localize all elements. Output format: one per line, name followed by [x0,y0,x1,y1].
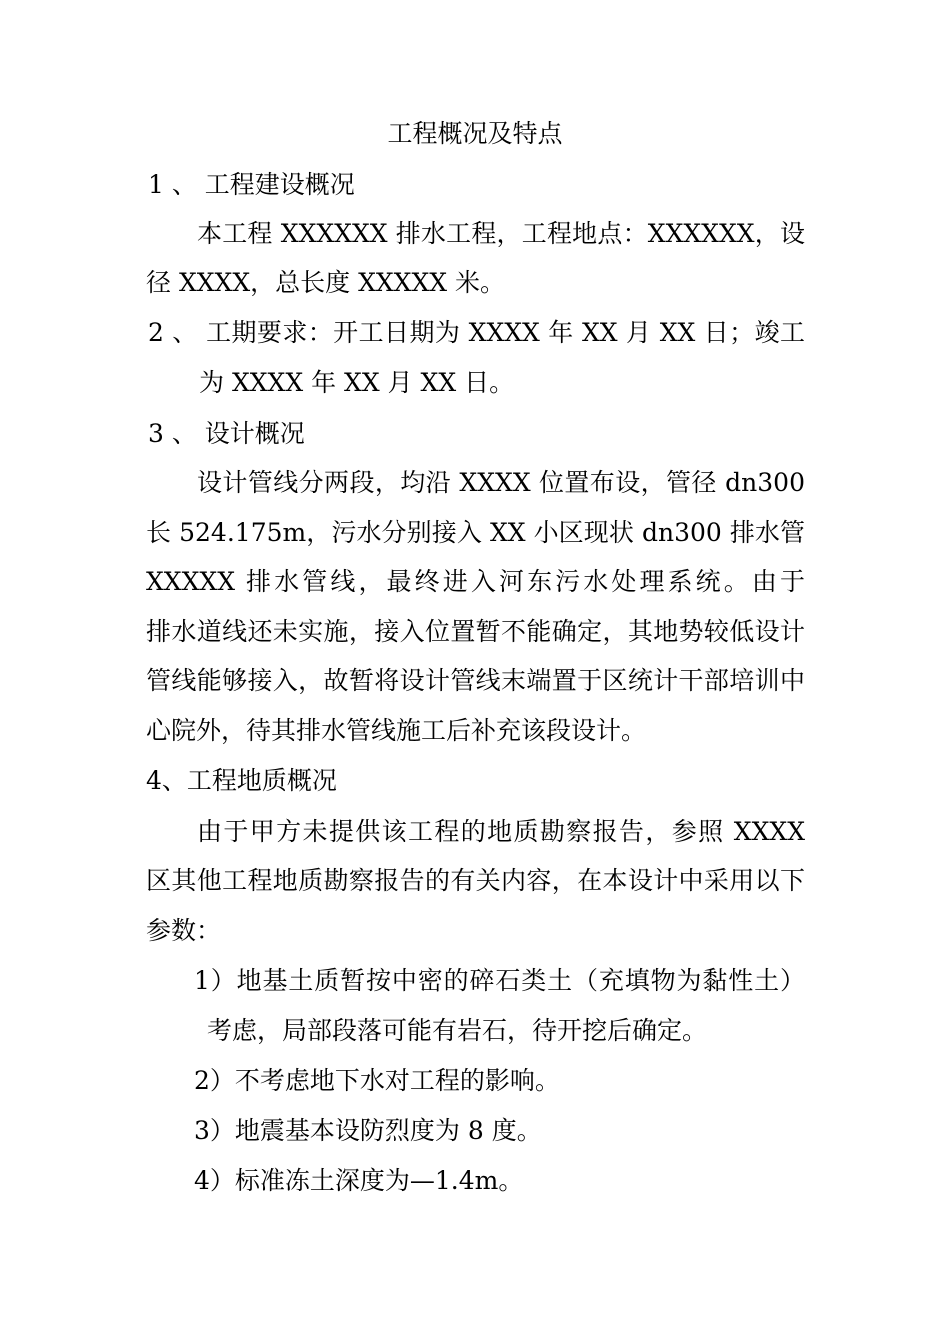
section-2-heading: 2 、 工期要求：开工日期为 XXXX 年 XX 月 XX 日；竣工 [148,318,805,347]
page-title: 工程概况及特点 [387,119,563,148]
section-4-para-line: 参数： [146,916,222,945]
section-3-para-line: 排水道线还未实施，接入位置暂不能确定，其地势较低设计 [146,617,805,646]
list-item: 2）不考虑地下水对工程的影响。 [194,1066,560,1095]
section-1-para-line: 本工程 XXXXXX 排水工程，工程地点：XXXXXX，设 [197,219,805,248]
section-3-heading: 3 、 设计概况 [148,419,305,448]
list-item-continuation: 考虑，局部段落可能有岩石，待开挖后确定。 [207,1016,708,1045]
section-3-para-line: 管线能够接入，故暂将设计管线末端置于区统计干部培训中 [146,666,805,695]
section-1-para-line: 径 XXXX，总长度 XXXXX 米。 [146,268,506,297]
section-3-para-line: XXXXX 排水管线，最终进入河东污水处理系统。由于 [146,567,805,596]
section-1-heading: 1 、 工程建设概况 [148,170,355,199]
section-4-heading: 4、工程地质概况 [146,766,337,795]
list-item: 1）地基土质暂按中密的碎石类土（充填物为黏性土） [194,966,805,995]
list-item: 3）地震基本设防烈度为 8 度。 [194,1116,542,1145]
section-3-para-line: 长 524.175m，污水分别接入 XX 小区现状 dn300 排水管 [146,518,805,547]
section-4-para-line: 区其他工程地质勘察报告的有关内容，在本设计中采用以下 [146,866,805,895]
section-2-continuation: 为 XXXX 年 XX 月 XX 日。 [199,368,515,397]
section-4-para-line: 由于甲方未提供该工程的地质勘察报告，参照 XXXX [197,817,805,846]
section-3-para-line: 心院外，待其排水管线施工后补充该段设计。 [146,716,647,745]
list-item: 4）标准冻土深度为—1.4m。 [194,1166,524,1195]
section-3-para-line: 设计管线分两段，均沿 XXXX 位置布设，管径 dn300 [197,468,805,497]
